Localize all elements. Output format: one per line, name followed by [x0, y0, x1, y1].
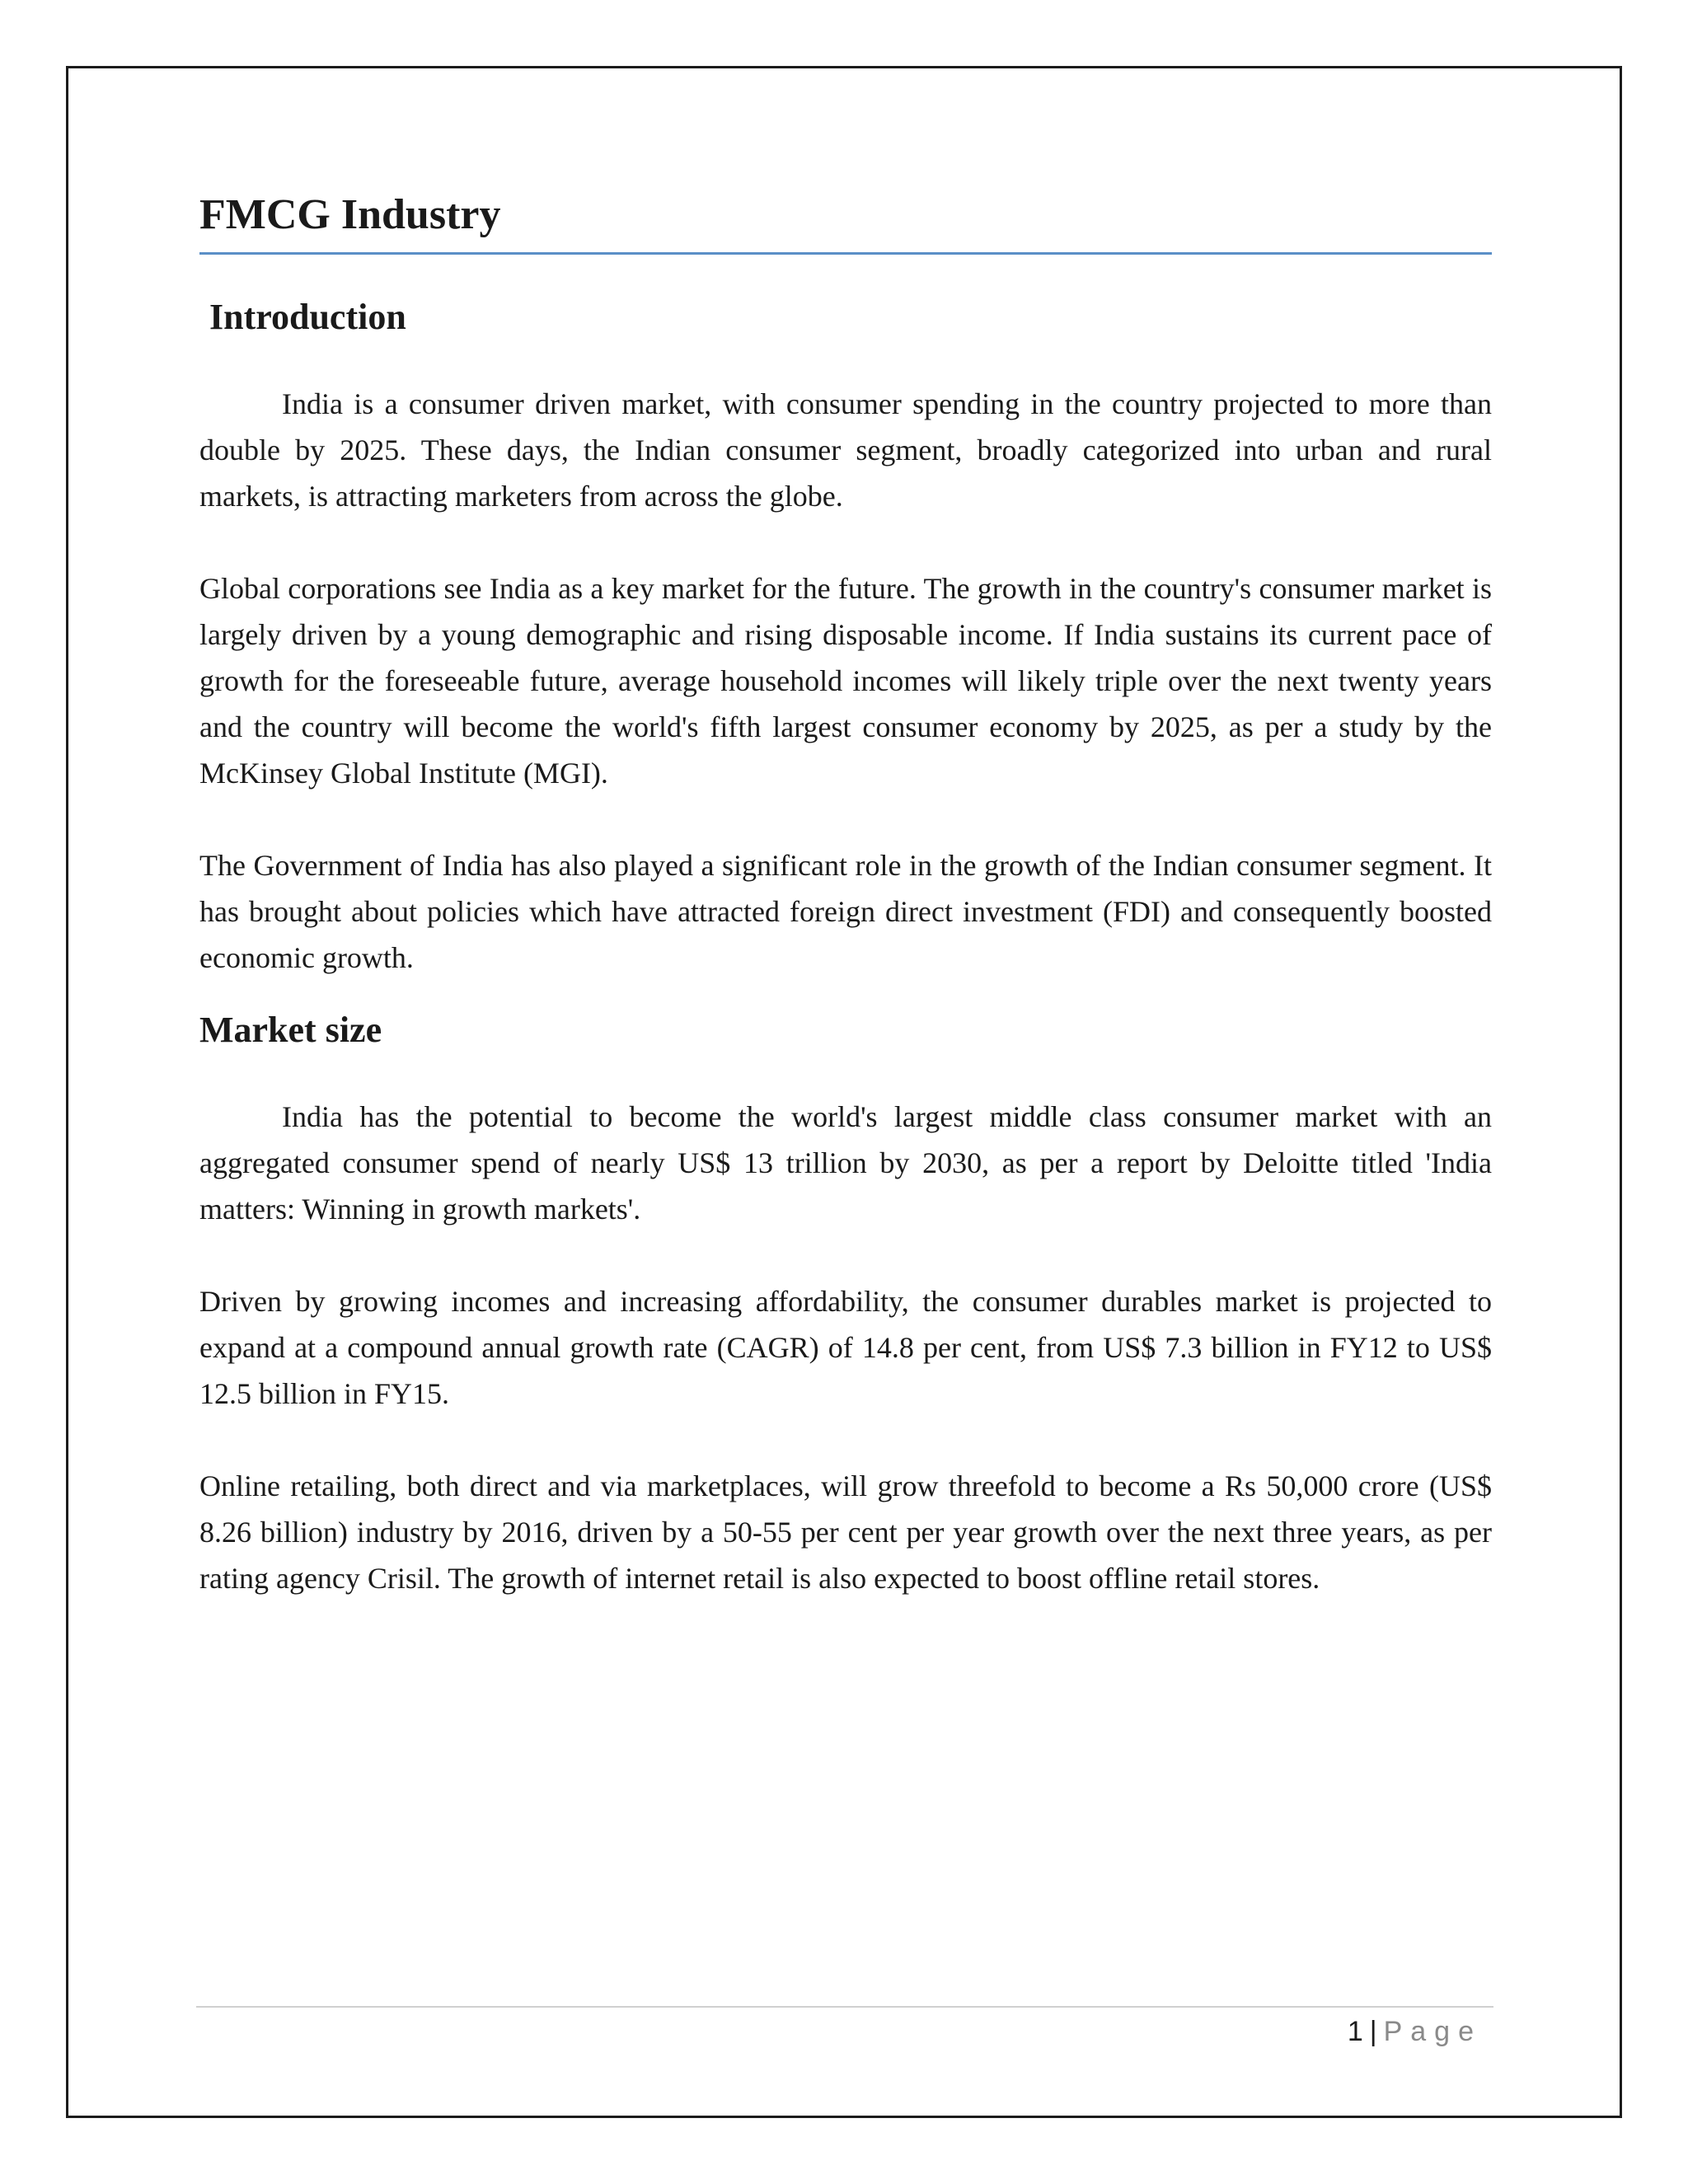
market-size-paragraph-1: India has the potential to become the world's largest middle class consumer market with an aggregated consumer spend of nearly US$ 13 trillion by 2030, as per a report by Deloitte titled 'India matters: Winning in growth markets'.: [199, 1099, 1492, 1226]
section-heading-introduction: Introduction: [209, 297, 406, 338]
page-number: 1: [1347, 2016, 1363, 2047]
page-title: FMCG Industry: [199, 190, 1492, 255]
introduction-paragraph-3: The Government of India has also played a significant role in the growth of the Indian consumer segment. It has brought about policies which have attracted foreign direct investment (FDI) and consequently boosted economic growth.: [199, 849, 1492, 975]
introduction-paragraph-2: Global corporations see India as a key market for the future. The growth in the country's consumer market is largely driven by a young demographic and rising disposable income. If India sustains its current pace of growth for the foreseeable future, average household incomes will likely triple over the next twenty years and the country will become the world's fifth largest consumer economy by 2025, as per a study by the McKinsey Global Institute (MGI).: [199, 572, 1492, 790]
market-size-paragraph-2: Driven by growing incomes and increasing affordability, the consumer durables market is projected to expand at a compound annual growth rate (CAGR) of 14.8 per cent, from US$ 7.3 billion in FY12 to US$ 12.5 billion in FY15.: [199, 1284, 1492, 1410]
document-body: [199, 190, 1492, 1601]
market-size-paragraph-3: Online retailing, both direct and via marketplaces, will grow threefold to become a Rs 50,000 crore (US$ 8.26 billion) industry by 2016, driven by a 50-55 per cent per year growth over the next three years, as per rating agency Crisil. The growth of internet retail is also expected to boost offline retail stores.: [199, 1469, 1492, 1595]
footer-separator: |: [1369, 2016, 1377, 2047]
page-footer: [1348, 2011, 1482, 2052]
page-label: Page: [1383, 2016, 1482, 2047]
footer-divider: [196, 2006, 1493, 2008]
section-heading-market-size: Market size: [199, 1010, 382, 1051]
introduction-paragraph-1: India is a consumer driven market, with consumer spending in the country projected to more than double by 2025. These days, the Indian consumer segment, broadly categorized into urban and rural markets, is attracting marketers from across the globe.: [199, 387, 1492, 513]
